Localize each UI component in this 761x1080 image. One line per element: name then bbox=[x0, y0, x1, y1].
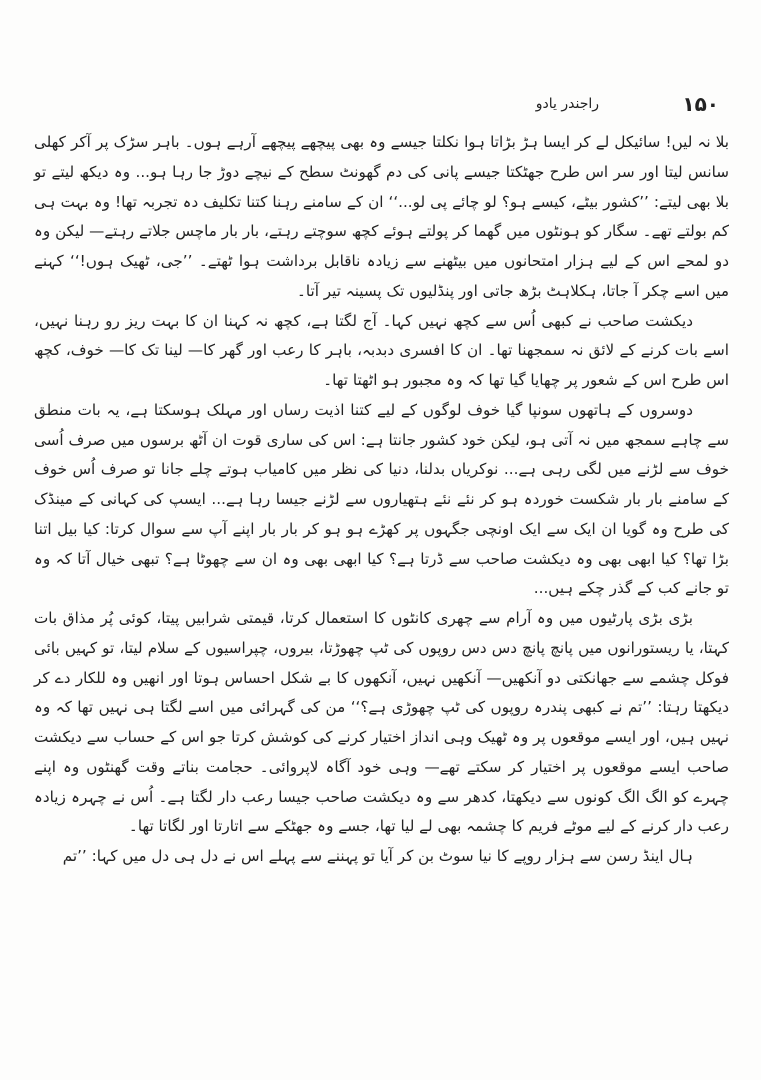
paragraph: دیکشت صاحب نے کبھی اُس سے کچھ نہیں کہا۔ آج لگتا ہے، کچھ نہ کہنا ان کا بہت ریز رو رہنا نہیں، اسے بات کرنے کے لائق نہ سمجھنا تھا۔ ان کا افسری دبدبہ، باہر کا رعب اور گھر کا— لینا تک کا— خوف، کچھ اس طرح اس کے شعور پر چھایا گیا تھا کہ وہ مجبور ہو اٹھتا تھا۔ bbox=[34, 311, 729, 389]
running-head: راجندر یادو bbox=[535, 96, 599, 112]
page-header bbox=[0, 92, 761, 122]
body-text bbox=[34, 128, 729, 872]
paragraph: ہال اینڈ رسن سے ہزار روپے کا نیا سوٹ بن کر آیا تو پہننے سے پہلے اس نے دل ہی دل میں کہا: ’’تم bbox=[62, 847, 693, 865]
paragraph: بڑی بڑی پارٹیوں میں وہ آرام سے چھری کانٹوں کا استعمال کرتا، قیمتی شرابیں پیتا، کوئی پُر مذاق بات کہتا، یا ریستورانوں میں پانچ پانچ دس دس روپوں کی ٹپ چھوڑتا، بیروں، چپراسیوں کے سلام لیتا، تو کہیں بائی فوکل چشمے سے جھانکتی دو آنکھیں— آنکھیں نہیں، آنکھوں کا بے شکل احساس ہوتا اور انھیں وہ للکار دے کر دیکھتا رہتا: ’’تم نے کبھی پندرہ روپوں کی ٹپ چھوڑی ہے؟‘‘ من کی گہرائی میں اسے لگتا ہی نہیں تھا کہ وہ نہیں ہیں، اور ایسے موقعوں پر وہ ٹھیک وہی انداز اختیار کرنے کی کوشش کرتا جو اس کے حساب سے دیکشت صاحب ایسے موقعوں پر اختیار کر سکتے تھے— وہی خود آگاہ لاپروائی۔ حجامت بناتے وقت گھنٹوں وہ اپنے چہرے کو الگ الگ کونوں سے دیکھتا، کدھر سے وہ دیکشت صاحب جیسا رعب دار لگتا ہے۔ اُس نے چہرہ زیادہ رعب دار کرنے کے لیے موٹے فریم کا چشمہ بھی لے لیا تھا، جسے وہ جھٹکے سے اتارتا اور لگاتا تھا۔ bbox=[34, 609, 729, 836]
paragraph: بلا نہ لیں! سائیکل لے کر ایسا ہڑ بڑاتا ہوا نکلتا جیسے وہ بھی پیچھے پیچھے آرہے ہوں۔ باہر سڑک پر آکر کھلی سانس لیتا اور سر اس طرح جھٹکتا جیسے پانی کی دم گھونٹ سطح کے نیچے دوڑ جا رہا ہو... وہ دیکھ لیتے تو بلا بھی لیتے: ’’کشور بیٹے، کیسے ہو؟ لو چائے پی لو...‘‘ ان کے سامنے رہنا کتنا تکلیف دہ تجربہ تھا! وہ بہت ہی کم بولتے تھے۔ سگار کو ہونٹوں میں گھما کر پولتے ہوئے کچھ سوچتے رہتے، بار بار ماچس جلاتے رہتے— لیکن وہ دو لمحے اس کے لیے ہزار امتحانوں میں بیٹھنے سے زیادہ ناقابل برداشت ہوا ٹھتے۔ ’’جی، ٹھیک ہوں!‘‘ کہنے میں اسے چکر آ جاتا، ہکلاہٹ بڑھ جاتی اور پنڈلیوں تک پسینہ تیر آتا۔ bbox=[34, 133, 729, 300]
page-number: ۱۵۰ bbox=[682, 92, 719, 116]
paragraph: دوسروں کے ہاتھوں سونپا گیا خوف لوگوں کے لیے کتنا اذیت رساں اور مہلک ہوسکتا ہے، یہ بات منطق سے چاہے سمجھ میں نہ آتی ہو، لیکن خود کشور جانتا ہے: اس کی ساری قوت ان آٹھ برسوں میں صرف اُسی خوف سے لڑنے میں لگی رہی ہے... نوکریاں بدلنا، دنیا کی نظر میں کامیاب ہوتے چلے جانا تو صرف اُس خوف کے سامنے بار بار شکست خوردہ ہو کر نئے نئے ہتھیاروں سے لڑنے جیسا رہا ہے... ایسپ کی کہانی کے مینڈک کی طرح وہ گویا ان ایک سے ایک اونچی جگہوں پر کھڑے ہو ہو کر بار بار اپنے آپ سے سوال کرتا: کیا بیل اتنا بڑا تھا؟ کیا ابھی بھی وہ دیکشت صاحب سے ڈرتا ہے؟ کیا ابھی بھی وہ ان سے چھوٹا ہے؟ تبھی خیال آتا کہ وہ تو جانے کب کے گذر چکے ہیں... bbox=[34, 400, 729, 598]
